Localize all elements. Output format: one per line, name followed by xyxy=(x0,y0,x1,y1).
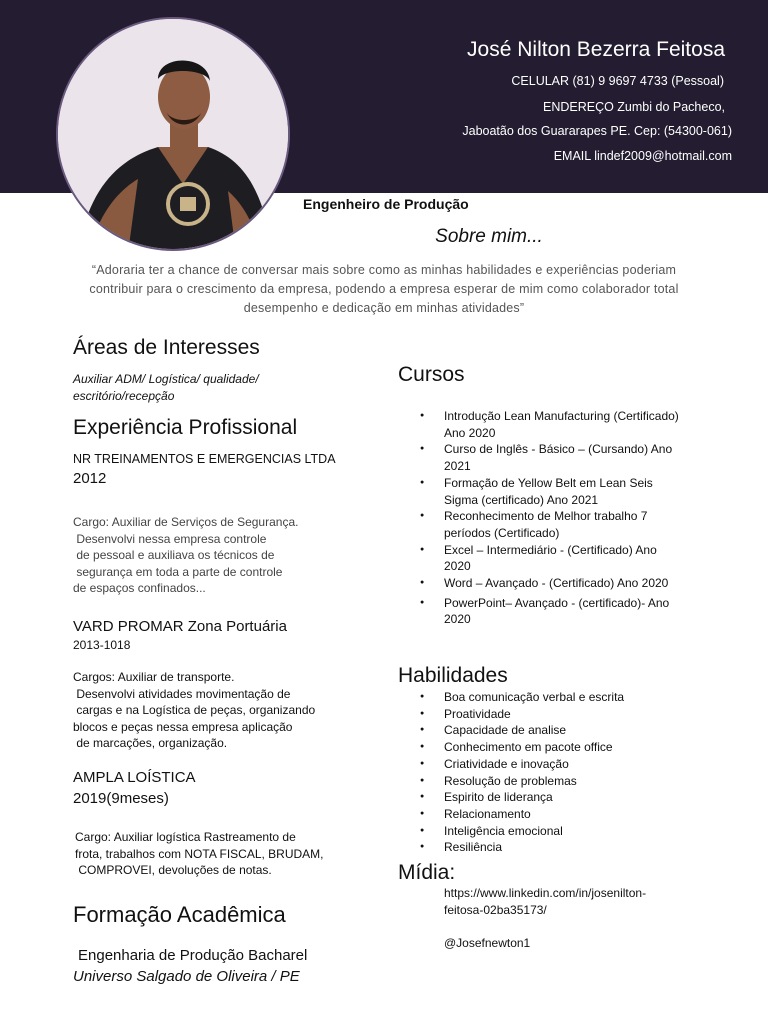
job-period: 2013-1018 xyxy=(73,638,131,652)
interests-title: Áreas de Interesses xyxy=(73,336,260,359)
school-text: Universo Salgado de Oliveira / PE xyxy=(73,968,300,985)
courses-title: Cursos xyxy=(398,363,465,386)
list-item: ● Excel – Intermediário - (Certificado) Ano 2020 xyxy=(444,542,684,575)
candidate-name: José Nilton Bezerra Feitosa xyxy=(467,38,725,61)
job-description: Cargo: Auxiliar logística Rastreamento de frota, trabalhos com NOTA FISCAL, BRUDAM, COMPROVEI, devoluções de notas. xyxy=(75,830,324,877)
job-company: NR TREINAMENTOS E EMERGENCIAS LTDA xyxy=(73,452,336,466)
about-title: Sobre mim... xyxy=(435,226,543,247)
job-description: Cargo: Auxiliar de Serviços de Segurança. Desenvolvi nessa empresa controle de pessoal e auxiliava os técnicos de segurança em toda a parte de controle de espaços confinados... xyxy=(73,515,299,595)
list-item: ● Introdução Lean Manufacturing (Certificado) Ano 2020 xyxy=(444,408,684,441)
job-company: VARD PROMAR Zona Portuária xyxy=(73,618,287,635)
job-description: Cargos: Auxiliar de transporte. Desenvolvi atividades movimentação de cargas e na Logística de peças, organizando blocos e peças nessa empresa aplicação de marcações, organização. xyxy=(73,670,316,750)
courses-list xyxy=(444,408,684,628)
list-item: ● Espirito de liderança xyxy=(444,789,704,806)
interests-text: Auxiliar ADM/ Logística/ qualidade/ escritório/recepção xyxy=(73,372,259,403)
job-company: AMPLA LOÍSTICA xyxy=(73,769,196,786)
list-item: ● Boa comunicação verbal e escrita xyxy=(444,689,704,706)
job-period: 2019(9meses) xyxy=(73,790,169,807)
job-period: 2012 xyxy=(73,470,107,487)
education-title: Formação Acadêmica xyxy=(73,902,286,927)
list-item: ● Formação de Yellow Belt em Lean Seis Sigma (certificado) Ano 2021 xyxy=(444,475,684,508)
person-avatar-icon xyxy=(58,19,290,251)
skills-list xyxy=(444,689,704,856)
list-item: ● PowerPoint– Avançado - (certificado)- Ano 2020 xyxy=(444,595,684,628)
profile-photo xyxy=(56,17,290,251)
list-item: ● Relacionamento xyxy=(444,806,704,823)
job-role: Engenheiro de Produção xyxy=(303,196,469,212)
list-item: ● Resiliência xyxy=(444,839,704,856)
list-item: ● Conhecimento em pacote office xyxy=(444,739,704,756)
list-item: ● Criatividade e inovação xyxy=(444,756,704,773)
experience-title: Experiência Profissional xyxy=(73,416,298,439)
list-item: ● Curso de Inglês - Básico – (Cursando) Ano 2021 xyxy=(444,441,684,474)
degree-text: Engenharia de Produção Bacharel xyxy=(78,947,308,964)
about-text: “Adoraria ter a chance de conversar mais sobre como as minhas habilidades e experiências poderiam contribuir para o crescimento da empresa, podendo a empresa esperar de mim como colaborador total desempenho e dedicação em minhas atividades” xyxy=(89,263,679,315)
email-text: EMAIL lindef2009@hotmail.com xyxy=(553,149,732,163)
list-item: ● Word – Avançado - (Certificado) Ano 2020 xyxy=(444,575,684,592)
list-item: ● Proatividade xyxy=(444,706,704,723)
list-item: ● Resolução de problemas xyxy=(444,773,704,790)
address-line-2: Jaboatão dos Guararapes PE. Cep: (54300-061) xyxy=(462,124,732,138)
address-line-1: ENDEREÇO Zumbi do Pacheco, xyxy=(542,100,725,114)
skills-title: Habilidades xyxy=(398,664,508,687)
list-item: ● Capacidade de analise xyxy=(444,722,704,739)
phone-text: CELULAR (81) 9 9697 4733 (Pessoal) xyxy=(511,74,724,88)
list-item: ● Inteligência emocional xyxy=(444,823,704,840)
linkedin-link[interactable]: https://www.linkedin.com/in/josenilton- feitosa-02ba35173/ xyxy=(444,886,647,917)
media-title: Mídia: xyxy=(398,861,456,884)
list-item: ● Reconhecimento de Melhor trabalho 7 períodos (Certificado) xyxy=(444,508,684,541)
social-handle: @Josefnewton1 xyxy=(444,936,531,950)
